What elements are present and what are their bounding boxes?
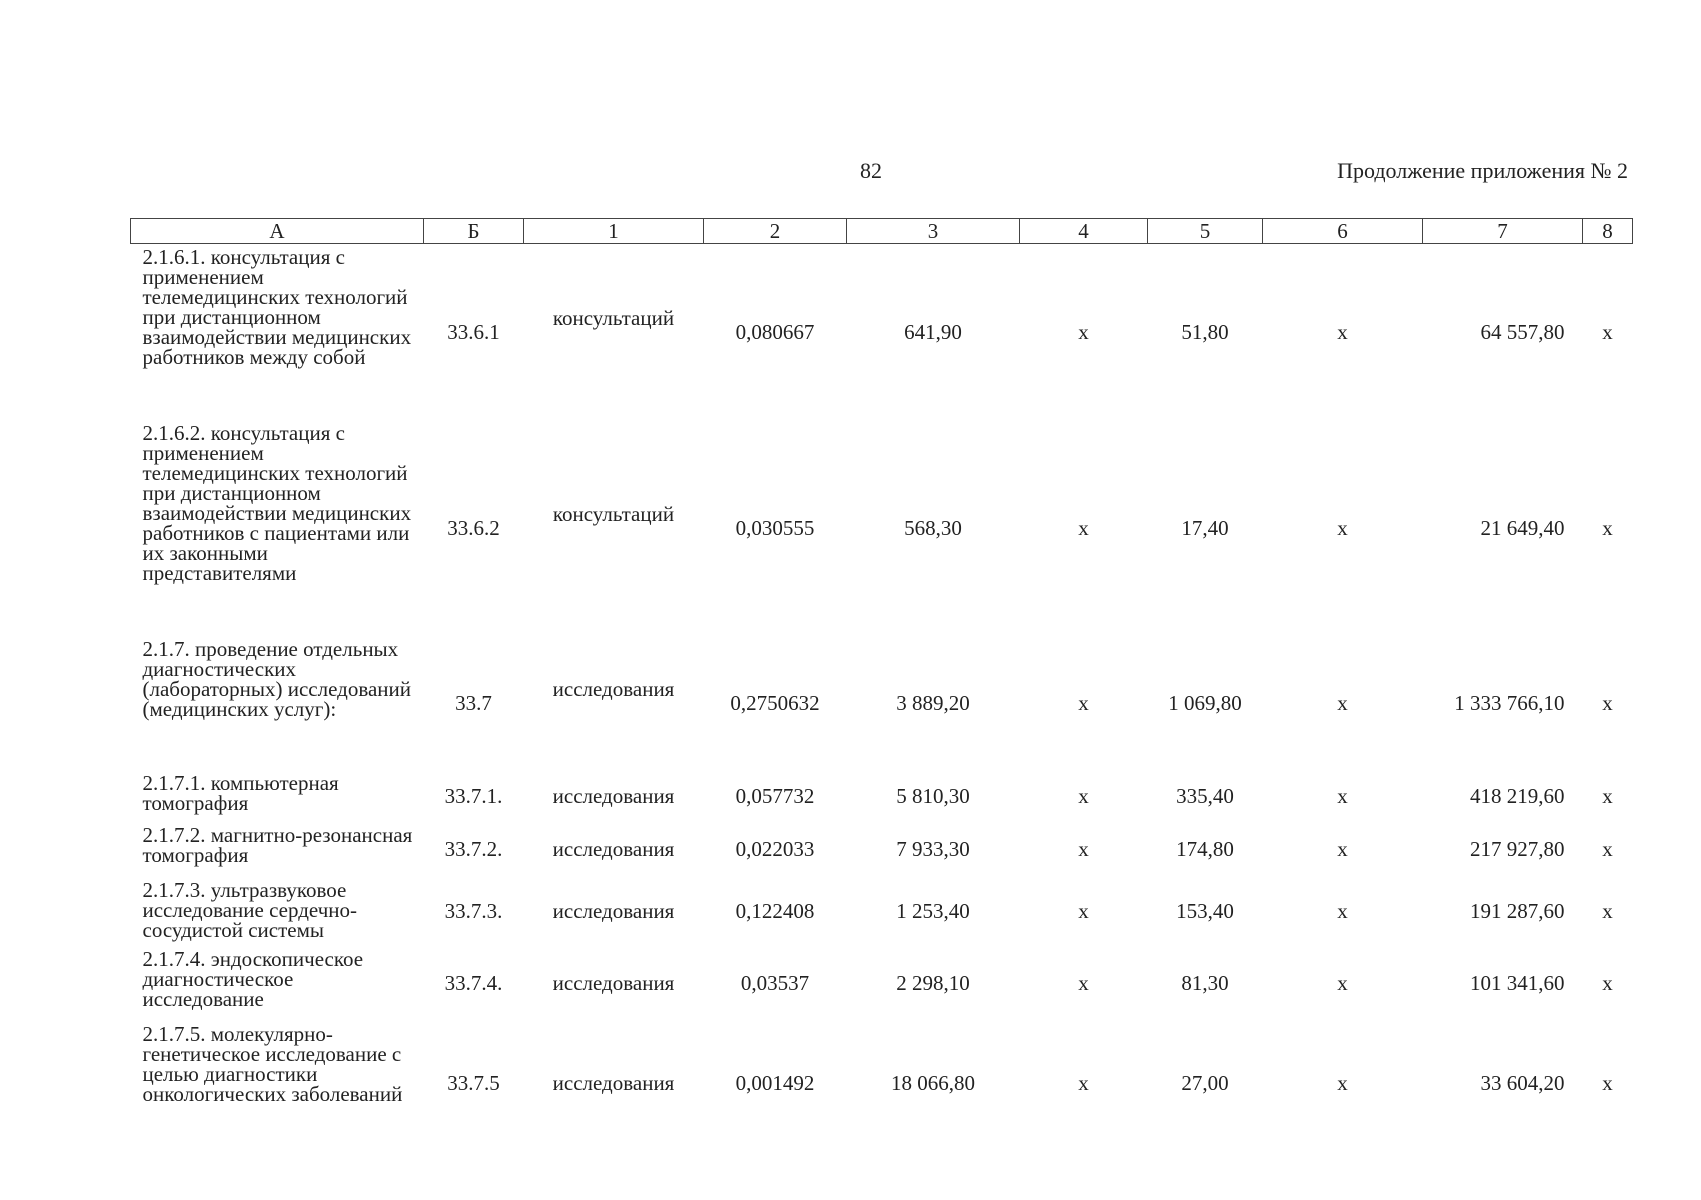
table-row <box>131 1021 1633 1146</box>
column-header: 8 <box>1583 219 1633 244</box>
column-header: 1 <box>524 219 704 244</box>
row-unit-cell <box>524 420 704 636</box>
row-name-cell: 2.1.7.4. эндоскопическое диагностическое исследование <box>142 946 364 1011</box>
row-unit-label: консультаций <box>552 305 675 330</box>
row-value-cell: х <box>1078 690 1089 715</box>
row-value-cell: х <box>1337 690 1348 715</box>
row-unit-cell: исследования <box>552 783 675 808</box>
row-code-cell: 33.7.4. <box>444 971 503 995</box>
row-value-cell: х <box>1602 319 1613 344</box>
row-value-cell: х <box>1078 971 1089 995</box>
row-value-cell: х <box>1602 690 1613 715</box>
row-code-cell: 33.7.5 <box>447 1071 500 1095</box>
row-value-cell: х <box>1337 837 1348 861</box>
row-value-cell: х <box>1337 319 1348 344</box>
row-value-cell: 27,00 <box>1181 1071 1229 1095</box>
row-value-cell: 17,40 <box>1181 515 1229 540</box>
row-value-cell: 3 889,20 <box>896 690 970 715</box>
row-code-cell: 33.6.2 <box>447 515 500 540</box>
row-value-cell: 217 927,80 <box>1470 837 1565 861</box>
row-value-cell: х <box>1602 515 1613 540</box>
appendix-note: Продолжение приложения № 2 <box>1337 158 1628 183</box>
row-value-cell: 174,80 <box>1176 837 1234 861</box>
row-value-cell: х <box>1337 971 1348 995</box>
row-value-cell: 5 810,30 <box>896 783 970 808</box>
row-code-cell: 33.7.3. <box>444 899 503 923</box>
row-value-cell: 0,080667 <box>735 319 815 344</box>
column-header: 3 <box>847 219 1020 244</box>
row-code-cell: 33.7 <box>455 690 492 715</box>
row-value-cell: 0,030555 <box>735 515 815 540</box>
table-row <box>131 822 1633 877</box>
row-code-cell: 33.6.1 <box>447 319 500 344</box>
row-name-cell: 2.1.7. проведение отдельных диагностических (лабораторных) исследований (медицинских услуг): <box>142 636 412 721</box>
table-row <box>131 244 1633 420</box>
column-header: 6 <box>1263 219 1423 244</box>
row-unit-cell <box>524 244 704 420</box>
row-value-cell: х <box>1078 899 1089 923</box>
row-value-cell: х <box>1078 837 1089 861</box>
row-value-cell: х <box>1602 783 1613 808</box>
table-row <box>131 420 1633 636</box>
row-value-cell: х <box>1337 515 1348 540</box>
row-value-cell: 51,80 <box>1181 319 1229 344</box>
row-value-cell: 568,30 <box>904 515 962 540</box>
row-value-cell: 153,40 <box>1176 899 1234 923</box>
column-header: 5 <box>1148 219 1263 244</box>
row-code-cell: 33.7.2. <box>444 837 503 861</box>
row-value-cell: 33 604,20 <box>1480 1071 1565 1095</box>
row-unit-cell: исследования <box>552 1071 675 1095</box>
row-value-cell: 81,30 <box>1181 971 1229 995</box>
row-name-cell: 2.1.6.2. консультация с применением телемедицинских технологий при дистанционном взаимодействии медицинских работников с пациентами или их законными представителями <box>142 420 412 585</box>
table-row <box>131 636 1633 770</box>
row-value-cell: 101 341,60 <box>1470 971 1565 995</box>
row-name-cell: 2.1.6.1. консультация с применением телемедицинских технологий при дистанционном взаимодействии медицинских работников между собой <box>142 245 412 369</box>
row-value-cell: 1 069,80 <box>1168 690 1242 715</box>
row-value-cell: х <box>1337 1071 1348 1095</box>
column-header: 7 <box>1423 219 1583 244</box>
row-value-cell: 0,122408 <box>735 899 815 923</box>
page-number: 82 <box>860 158 882 183</box>
row-value-cell: 21 649,40 <box>1480 515 1565 540</box>
row-value-cell: х <box>1078 319 1089 344</box>
column-header: 4 <box>1020 219 1148 244</box>
row-value-cell: х <box>1078 783 1089 808</box>
column-header: Б <box>424 219 524 244</box>
table-row <box>131 770 1633 822</box>
row-value-cell: 1 333 766,10 <box>1454 690 1565 715</box>
row-unit-cell <box>524 636 704 770</box>
column-header: 2 <box>704 219 847 244</box>
row-value-cell: 418 219,60 <box>1470 783 1565 808</box>
row-value-cell: 7 933,30 <box>896 837 970 861</box>
row-value-cell: 335,40 <box>1176 783 1234 808</box>
row-value-cell: 2 298,10 <box>896 971 970 995</box>
table-row <box>131 946 1633 1021</box>
row-value-cell: 0,2750632 <box>730 690 820 715</box>
row-value-cell: х <box>1078 515 1089 540</box>
row-unit-label: консультаций <box>552 501 675 526</box>
row-name-cell: 2.1.7.3. ультразвуковое исследование сердечно-сосудистой системы <box>142 877 357 942</box>
row-value-cell: 0,057732 <box>735 783 815 808</box>
row-name-cell: 2.1.7.2. магнитно-резонансная томография <box>142 822 413 867</box>
row-value-cell: 641,90 <box>904 319 962 344</box>
row-value-cell: х <box>1602 837 1613 861</box>
row-value-cell: х <box>1602 1071 1613 1095</box>
row-value-cell: 1 253,40 <box>896 899 970 923</box>
table-row <box>131 877 1633 946</box>
row-unit-cell: исследования <box>552 971 675 995</box>
row-value-cell: х <box>1337 783 1348 808</box>
row-value-cell: 0,001492 <box>735 1071 815 1095</box>
table-header-row <box>131 219 1633 244</box>
row-value-cell: х <box>1602 971 1613 995</box>
row-code-cell: 33.7.1. <box>444 783 503 808</box>
row-value-cell: 191 287,60 <box>1470 899 1565 923</box>
row-unit-label: исследования <box>552 676 675 701</box>
row-unit-cell: исследования <box>552 899 675 923</box>
row-value-cell: 64 557,80 <box>1480 319 1565 344</box>
row-value-cell: х <box>1602 899 1613 923</box>
row-value-cell: х <box>1337 899 1348 923</box>
row-unit-cell: исследования <box>552 837 675 861</box>
row-name-cell: 2.1.7.5. молекулярно-генетическое исследование с целью диагностики онкологических заболеваний <box>142 1021 403 1106</box>
data-table <box>130 218 1632 1146</box>
row-value-cell: 0,03537 <box>740 971 810 995</box>
row-name-cell: 2.1.7.1. компьютерная томография <box>142 770 339 815</box>
column-header: А <box>131 219 424 244</box>
row-value-cell: х <box>1078 1071 1089 1095</box>
row-value-cell: 18 066,80 <box>891 1071 975 1095</box>
row-value-cell: 0,022033 <box>735 837 815 861</box>
